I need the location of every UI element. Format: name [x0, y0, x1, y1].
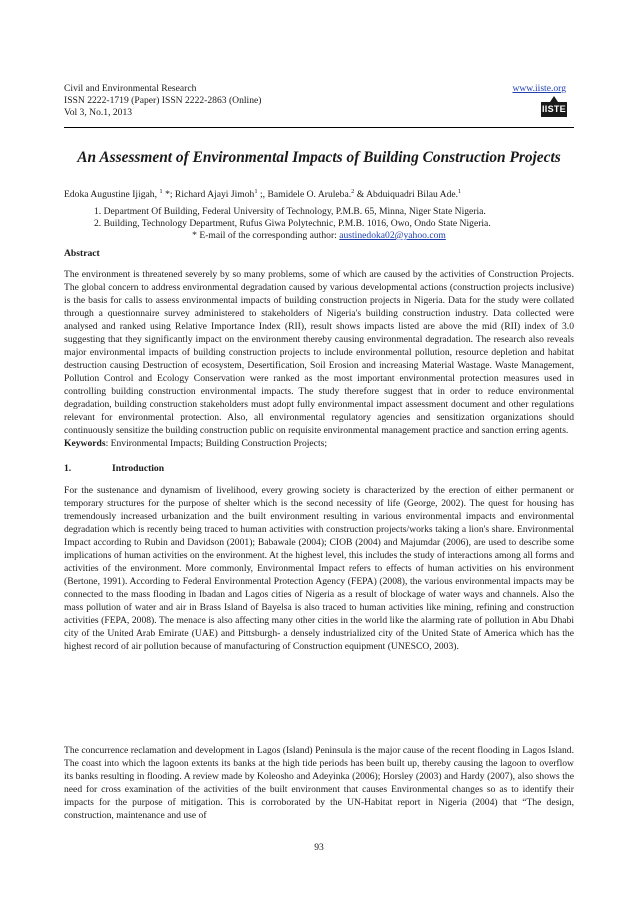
affiliation-2: 2. Building, Technology Department, Rufus Giwa Polytechnic, P.M.B. 1016, Owo, Ondo State Nigeria.: [94, 218, 491, 229]
intro-paragraph-1: For the sustenance and dynamism of livelihood, every growing society is characterized by the erection of either permanent or temporary structures for the purpose of shelter which is the second necessity of life (George, 2002). The quest for housing has tremendously increased urbanization and the built environment resulting in various environmental impacts and environmental degradation which is recently being traced to human activities with construction projects/works taking a lion's share. Environmental Impact according to Rubin and Davidson (2001); Babawale (2004); CIOB (2004) and Majumdar (2006), are used to describe some implications of human activities on the environment. At the highest level, this includes the study of interactions among all forms and activities of the environment. More commonly, Environmental Impact refers to effects of human activities on his environment (Bertone, 1991). According to Federal Environmental Protection Agency (FEPA) (2008), the various environmental impacts may be connected to the mass flooding in Ibadan and Lagos cities of Nigeria as a result of blockage of water ways and channels. Also the mass pollution of water and air in Brass Island of Bayelsa is also traced to human activities like mining, refining and construction activities (FEPA, 2008). The menace is also affecting many other cities in the world like the alarming rate of pollution in Abu Dhabi city of the United Arab Emirate (UAE) and Pittsburgh- a densely industrialized city of the United State of America which has the highest record of air pollution because of manufacturing of Construction equipment (UNESCO, 2003).: [64, 485, 574, 652]
header-divider: [64, 127, 574, 128]
author-2: *; Richard Ajayi Jimoh: [165, 189, 255, 201]
iiste-logo: [541, 96, 567, 117]
author-4: & Abduiquadri Bilau Ade.: [356, 189, 459, 201]
logo-text: IISTE: [541, 102, 567, 117]
author-1: Edoka Augustine Ijigah,: [64, 189, 157, 201]
journal-issn: ISSN 2222-1719 (Paper) ISSN 2222-2863 (Online): [64, 95, 262, 106]
author-2-affil: 1: [254, 188, 258, 195]
journal-url-link[interactable]: www.iiste.org: [512, 83, 566, 94]
keywords: [64, 438, 327, 450]
author-email-link[interactable]: austinedoka02@yahoo.com: [339, 230, 446, 241]
journal-header: [64, 83, 574, 119]
journal-name: Civil and Environmental Research: [64, 83, 197, 94]
author-3: ;, Bamidele O. Aruleba.: [260, 189, 352, 201]
author-4-affil: 1: [458, 188, 462, 195]
keywords-label: Keywords: [64, 438, 106, 449]
journal-volume: Vol 3, No.1, 2013: [64, 107, 133, 118]
section-heading: Introduction: [112, 463, 165, 474]
author-3-affil: 2: [351, 188, 355, 195]
email-label: * E-mail of the corresponding author:: [192, 230, 340, 241]
keywords-text: : Environmental Impacts; Building Construction Projects;: [105, 438, 328, 449]
author-line: [64, 186, 574, 201]
section-number: 1.: [64, 463, 72, 474]
page-number: 93: [314, 842, 324, 853]
abstract-text: The environment is threatened severely by so many problems, some of which are caused by the activities of Construction Projects. The global concern to address environmental degradation caused by various developmental actions (construction projects inclusive) is the basis for calls to assess environmental impacts of building construction projects in Nigeria. Data for the study were collated through a questionnaire survey administered to stakeholders of Nigeria's building construction industry. Data collected were analysed and ranked using Relative Importance Index (RII), result shows impacts listed are above the mid (RII) index of 3.0 suggesting that they significantly impact on the environment thereby causing environmental degradation. The research also reveals major environmental impacts of building construction projects to include environmental pollution, resource depletion and habitat destruction causing Destruction of ecosystem, Desertification, Soil Erosion and increasing Material Wastage. Waste Management, Pollution Control and Ecology Conservation were ranked as the most important environmental protection measures used in controlling building construction environmental impacts. The study therefore suggest that in order to reduce environmental degradation, building construction stakeholders must adopt fully environmental impact assessment document and other regulations relevant for environmental protection. Also, all environmental regulatory agencies and sensitization organizations should continuously sensitize the building construction public on requisite environmental management practice and sanction erring agents.: [64, 269, 574, 436]
intro-paragraph-2: The concurrence reclamation and development in Lagos (Island) Peninsula is the major cause of the recent flooding in Lagos Island. The coast into which the lagoon extents its banks at the high tide periods has been built up, thereby causing the lagoon to overflow its banks resulting in flooding. A review made by Koleosho and Adeyinka (2006); Horsley (2003) and Hardy (2007), also shows the need for cross examination of the activities of the built environment that causes Environmental changes so as to identify their impacts for the purpose of mitigation. This is corroborated by the UN-Habitat report in Nigeria (2004) that “The design, construction, maintenance and use of: [64, 745, 574, 821]
abstract-heading: Abstract: [64, 248, 100, 259]
author-1-affil: 1: [159, 188, 163, 195]
corresponding-author: [64, 230, 574, 242]
paper-title: An Assessment of Environmental Impacts of Building Construction Projects: [77, 149, 561, 166]
affiliation-1: 1. Department Of Building, Federal University of Technology, P.M.B. 65, Minna, Niger State Nigeria.: [94, 206, 486, 217]
